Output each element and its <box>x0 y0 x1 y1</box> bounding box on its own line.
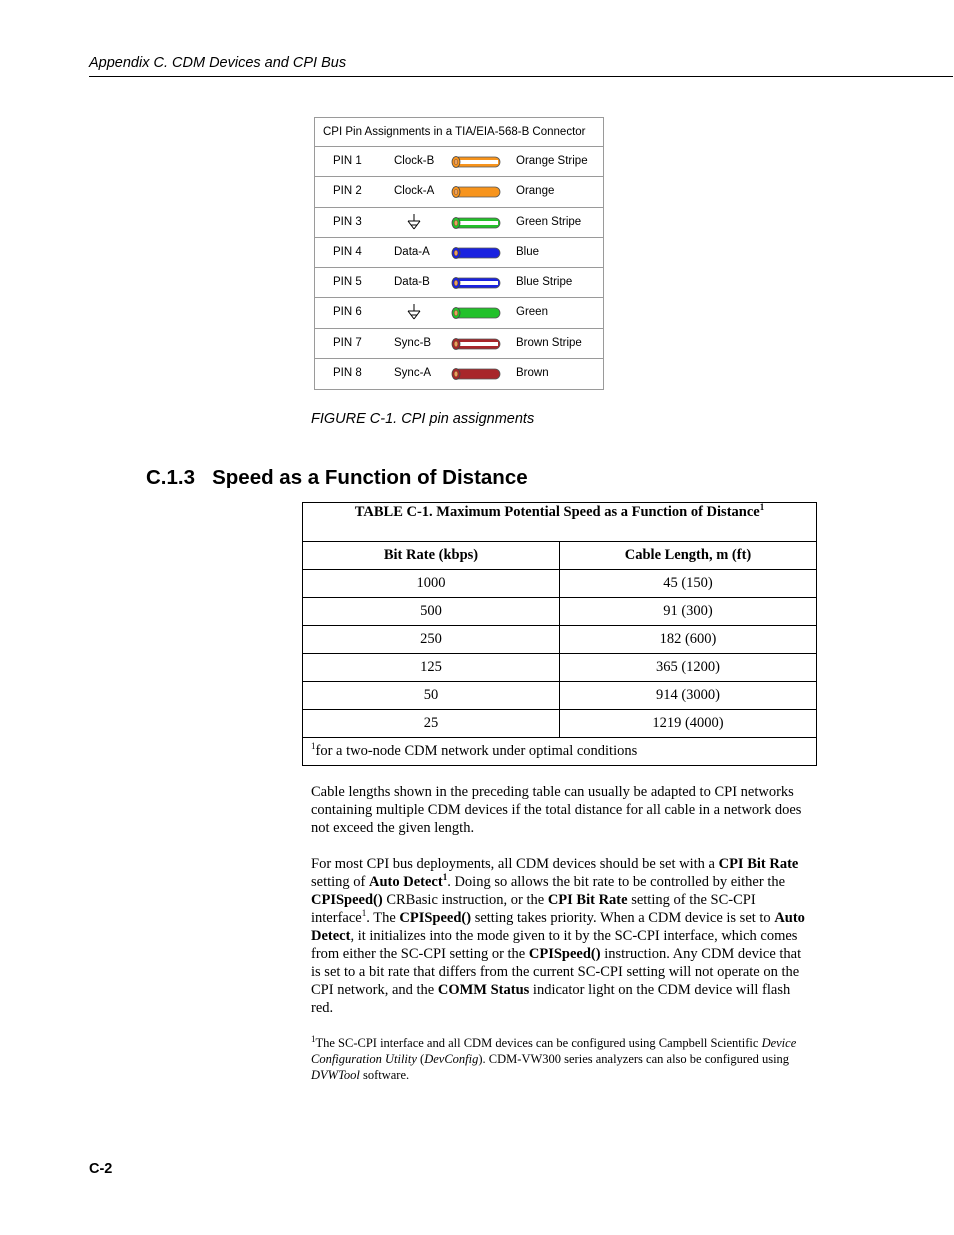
wire-icon <box>450 215 502 231</box>
running-header: Appendix C. CDM Devices and CPI Bus <box>89 55 953 77</box>
pin-row <box>315 359 603 389</box>
bit-rate-cell: 50 <box>303 682 560 710</box>
page-number: C-2 <box>89 1161 113 1177</box>
pin-row <box>315 177 603 207</box>
wire-color-name: Orange Stripe <box>516 155 588 167</box>
header-cable-length: Cable Length, m (ft) <box>560 542 817 570</box>
speed-distance-table <box>302 502 817 766</box>
pin-row <box>315 298 603 328</box>
bit-rate-cell: 500 <box>303 598 560 626</box>
bit-rate-cell: 250 <box>303 626 560 654</box>
wire-icon <box>450 305 502 321</box>
pin-number: PIN 6 <box>333 306 362 319</box>
figure-title: CPI Pin Assignments in a TIA/EIA-568-B Connector <box>315 118 603 147</box>
configuration-note: $^1$The SC-CPI interface and all CDM devices can be configured using Campbell Scientific Device Configuration Utility (DevConfig). CDM-VW300 series analyzers can also be configured using DVWTool software. <box>311 1033 797 1082</box>
pin-assignment-figure <box>314 117 604 390</box>
cable-length-cell: 182 (600) <box>560 626 817 654</box>
section-number: C.1.3 <box>146 466 195 489</box>
table-footnote: $^1$for a two-node CDM network under optimal conditions <box>303 738 817 766</box>
pin-number: PIN 4 <box>333 245 362 258</box>
header-bit-rate: Bit Rate (kbps) <box>303 542 560 570</box>
wire-icon <box>450 336 502 352</box>
pin-number: PIN 8 <box>333 367 362 380</box>
cable-length-cell: 45 (150) <box>560 570 817 598</box>
table-row <box>303 570 817 598</box>
table-row <box>303 654 817 682</box>
signal-name: Data-B <box>394 276 430 289</box>
table-row <box>303 626 817 654</box>
table-row <box>303 682 817 710</box>
bit-rate-cell: 25 <box>303 710 560 738</box>
pin-number: PIN 1 <box>333 155 362 167</box>
signal-name: Clock-B <box>394 155 435 167</box>
signal-name: Sync-B <box>394 336 432 349</box>
signal-name: Data-A <box>394 245 430 258</box>
table-header-row <box>303 542 817 570</box>
section-heading <box>146 466 528 490</box>
pin-row <box>315 268 603 298</box>
wire-color-name: Orange <box>516 185 555 198</box>
pin-row <box>315 208 603 238</box>
paragraph-cable-lengths: Cable lengths shown in the preceding table can usually be adapted to CPI networks containing multiple CDM devices if the total distance for all cable in a network does not exceed the given length. <box>311 784 802 836</box>
wire-color-name: Brown <box>516 367 549 380</box>
cable-length-cell: 1219 (4000) <box>560 710 817 738</box>
wire-icon <box>450 366 502 382</box>
wire-color-name: Brown Stripe <box>516 336 582 349</box>
bit-rate-cell: 125 <box>303 654 560 682</box>
wire-color-name: Green Stripe <box>516 215 582 228</box>
wire-color-name: Blue <box>516 245 540 258</box>
pin-number: PIN 5 <box>333 276 362 289</box>
wire-color-name: Green <box>516 306 548 319</box>
wire-color-name: Blue Stripe <box>516 276 573 289</box>
pin-number: PIN 2 <box>333 185 362 198</box>
ground-icon <box>407 304 421 322</box>
signal-name: Sync-A <box>394 367 432 380</box>
wire-icon <box>450 245 502 261</box>
pin-number: PIN 7 <box>333 336 362 349</box>
table-row <box>303 710 817 738</box>
wire-icon <box>450 154 502 170</box>
wire-icon <box>450 184 502 200</box>
paragraph-bit-rate: For most CPI bus deployments, all CDM devices should be set with a CPI Bit Rate setting of Auto Detect$^1$. Doing so allows the bit rate to be controlled by either the CPISpeed() CRBasic instruction, or the CPI Bit Rate setting of the SC-CPI interface$^1$. The CPISpeed() setting takes priority. When a CDM device is set to Auto Detect, it initializes into the mode given to it by the SC-CPI interface, which comes from either the SC-CPI setting or the CPISpeed() instruction. Any CDM device that is set to a bit rate that differs from the current SC-CPI setting will not operate on the CPI network, and the COMM Status indicator light on the CDM device will flash red. <box>311 856 805 1016</box>
bit-rate-cell: 1000 <box>303 570 560 598</box>
table-body <box>303 570 817 738</box>
table-row <box>303 598 817 626</box>
ground-icon <box>407 214 421 232</box>
cable-length-cell: 914 (3000) <box>560 682 817 710</box>
cable-length-cell: 365 (1200) <box>560 654 817 682</box>
section-title: Speed as a Function of Distance <box>212 466 528 489</box>
signal-name: Clock-A <box>394 185 435 198</box>
wire-icon <box>450 275 502 291</box>
pin-number: PIN 3 <box>333 215 362 228</box>
table-caption: TABLE C-1. Maximum Potential Speed as a Function of Distance$^1$ <box>303 503 817 542</box>
pin-row <box>315 238 603 268</box>
figure-caption: FIGURE C-1. CPI pin assignments <box>311 411 535 427</box>
pin-row <box>315 329 603 359</box>
cable-length-cell: 91 (300) <box>560 598 817 626</box>
pin-row <box>315 147 603 177</box>
pin-rows <box>315 147 603 389</box>
